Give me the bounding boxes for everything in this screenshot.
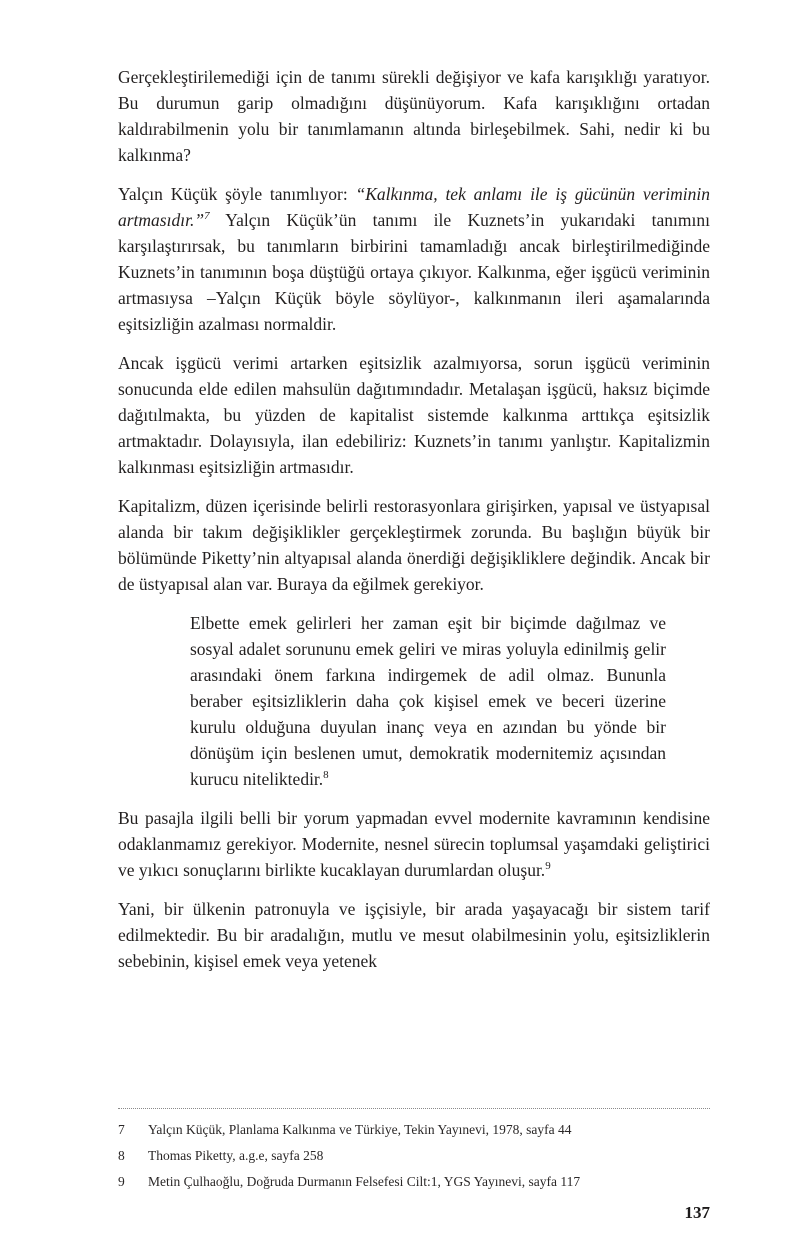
paragraph-1 bbox=[118, 64, 710, 168]
footnote-9 bbox=[118, 1169, 710, 1195]
body-text bbox=[118, 64, 710, 974]
blockquote-paragraph bbox=[190, 610, 666, 792]
footnote-text: Thomas Piketty, a.g.e, sayfa 258 bbox=[148, 1148, 324, 1163]
paragraph-2-lead: Yalçın Küçük şöyle tanımlıyor: bbox=[118, 184, 356, 204]
paragraph-5-text: Bu pasajla ilgili belli bir yorum yapmadan evvel modernite kavramının kendisine odaklanmamız gerekiyor. Modernite, nesnel sürecin toplumsal yaşamdaki geliştirici ve yıkıcı sonuçlarını birlikte kucaklayan durumlardan oluşur. bbox=[118, 808, 710, 880]
paragraph-2-rest: Yalçın Küçük’ün tanımı ile Kuznets’in yukarıdaki tanımını karşılaştırırsak, bu tanımların birbirini tamamladığı ancak birleştirilmediğinde Kuznets’in tanımının boşa düştüğü ortaya çıkıyor. Kalkınma, eğer işgücü veriminin artmasıysa –Yalçın Küçük böyle söylüyor-, kalkınmanın ileri aşamalarında eşitsizliğin azalması normaldir. bbox=[118, 210, 710, 334]
paragraph-1-text: Gerçekleştirilemediği için de tanımı sürekli değişiyor ve kafa karışıklığı yaratıyor. Bu durumun garip olmadığını düşünüyorum. Kafa karışıklığını ortadan kaldırabilmenin yolu bir tanımlamanın altında birleşebilmek. Sahi, nedir ki bu kalkınma? bbox=[118, 67, 710, 165]
paragraph-4 bbox=[118, 493, 710, 597]
footnote-ref-8: 8 bbox=[323, 769, 329, 782]
footnote-ref-9: 9 bbox=[545, 860, 551, 873]
paragraph-3 bbox=[118, 350, 710, 480]
footnote-8 bbox=[118, 1143, 710, 1169]
paragraph-2 bbox=[118, 181, 710, 337]
footnote-number: 8 bbox=[118, 1148, 125, 1163]
paragraph-6-text: Yani, bir ülkenin patronuyla ve işçisiyle, bir arada yaşayacağı bir sistem tarif edilmektedir. Bu bir aradalığın, mutlu ve mesut olabilmesinin yolu, eşitsizliklerin sebebinin, kişisel emek veya yetenek bbox=[118, 899, 710, 971]
footnote-text: Yalçın Küçük, Planlama Kalkınma ve Türkiye, Tekin Yayınevi, 1978, sayfa 44 bbox=[148, 1122, 572, 1137]
footnote-ref-7: 7 bbox=[204, 210, 210, 223]
footnote-number: 7 bbox=[118, 1122, 125, 1137]
blockquote-text: Elbette emek gelirleri her zaman eşit bir biçimde dağılmaz ve sosyal adalet sorununu emek geliri ve miras yoluyla edinilmiş gelir arasındaki önem farkına indirgemek de adil olmaz. Bununla beraber eşitsizliklerin daha çok kişisel emek ve beceri üzerine kurulu olduğuna duyulan inanç veya en azından bu yönde bir dönüşüm için beslenen umut, demokratik modernitemiz açısından kurucu niteliktedir. bbox=[190, 613, 666, 789]
footnote-text: Metin Çulhaoğlu, Doğruda Durmanın Felsefesi Cilt:1, YGS Yayınevi, sayfa 117 bbox=[148, 1174, 581, 1189]
paragraph-4-text: Kapitalizm, düzen içerisinde belirli restorasyonlara girişirken, yapısal ve üstyapısal alanda bir takım değişiklikler gerçekleştirmek zorunda. Bu başlığın büyük bir bölümünde Piketty’nin altyapısal alanda önerdiği değişikliklere değindik. Ancak bir de üstyapısal alan var. Buraya da eğilmek gerekiyor. bbox=[118, 496, 710, 594]
blockquote bbox=[190, 610, 666, 792]
footnote-7 bbox=[118, 1117, 710, 1143]
footnote-number: 9 bbox=[118, 1174, 125, 1189]
paragraph-6 bbox=[118, 896, 710, 974]
page-number: 137 bbox=[684, 1203, 710, 1222]
paragraph-3-text: Ancak işgücü verimi artarken eşitsizlik azalmıyorsa, sorun işgücü veriminin sonucunda elde edilen mahsulün dağıtımındadır. Metalaşan işgücü, haksız biçimde dağıtılmakta, bu yüzden de kapitalist sistemde kalkınma arttıkça eşitsizlik artmaktadır. Dolayısıyla, ilan edebiliriz: Kuznets’in tanımı yanlıştır. Kapitalizmin kalkınması eşitsizliğin artmasıdır. bbox=[118, 353, 710, 477]
footnotes-section bbox=[118, 1108, 710, 1195]
paragraph-5 bbox=[118, 805, 710, 883]
paragraph-2-quote: “Kalkınma, tek anlamı ile iş gücünün veriminin artmasıdır.” bbox=[118, 184, 710, 230]
